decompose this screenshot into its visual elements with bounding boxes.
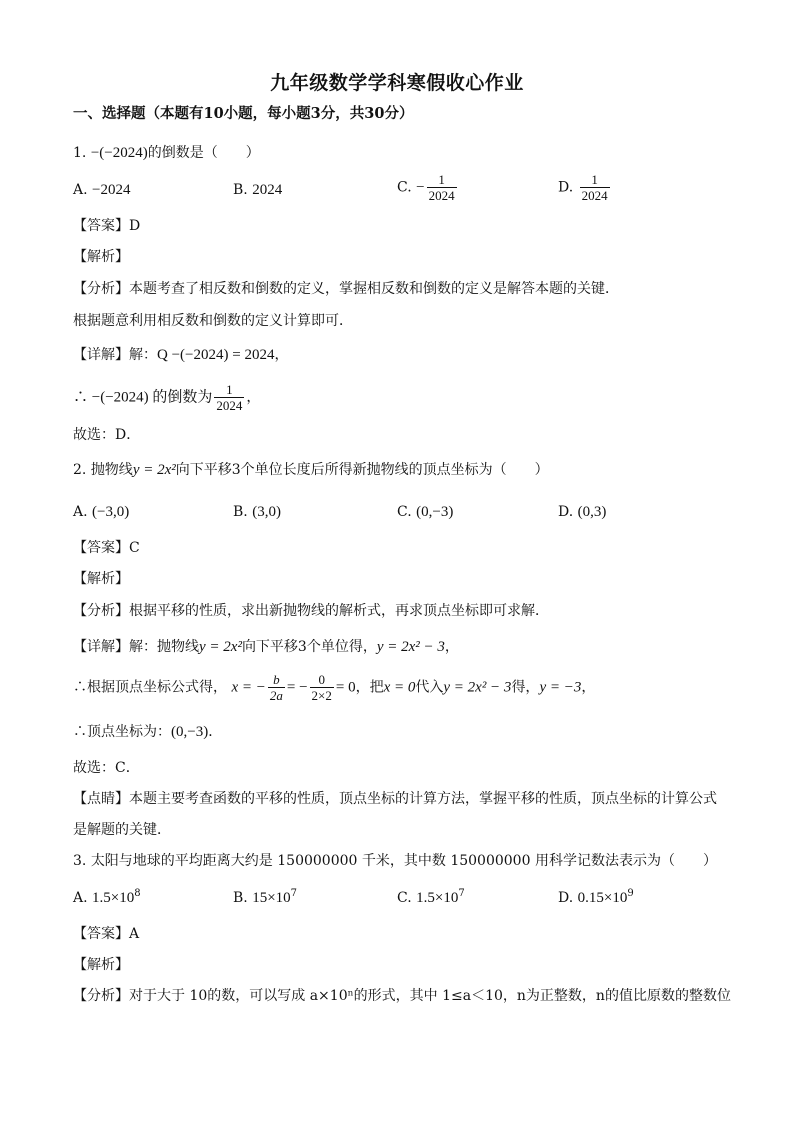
detail-label: 【详解】解：抛物线 xyxy=(73,639,199,655)
option-label: D. xyxy=(558,179,574,196)
punctuation: ， xyxy=(274,347,289,363)
option-value: 1.5×10 xyxy=(416,890,459,906)
analysis-3: 【分析】对于大于 10的数，可以写成 a×10ⁿ的形式，其中 1≤a＜10，n为正整数，n的值比原数的整数位 xyxy=(73,988,731,1004)
question-number: 1. xyxy=(73,145,87,161)
question-2-stem xyxy=(73,460,549,480)
fraction xyxy=(310,672,334,703)
option-d xyxy=(558,172,612,203)
fraction xyxy=(214,382,244,413)
answer-2: 【答案】C xyxy=(73,540,140,556)
question-text: 的倒数是（ ） xyxy=(147,145,260,161)
answer-1: 【答案】D xyxy=(73,218,141,234)
option-c xyxy=(397,502,453,522)
option-d xyxy=(558,888,634,908)
formula-text: 代入 xyxy=(415,679,444,696)
exponent: 9 xyxy=(627,888,634,899)
analysis-heading-1: 【解析】 xyxy=(73,249,129,265)
detail-2 xyxy=(73,637,459,657)
exponent: 8 xyxy=(134,888,141,899)
exponent: 7 xyxy=(290,888,298,899)
option-value: (0,3) xyxy=(577,504,607,520)
option-fraction xyxy=(580,172,610,203)
detail-1 xyxy=(73,345,288,365)
option-a xyxy=(73,502,129,522)
option-label: A. xyxy=(73,504,88,520)
option-label: D. xyxy=(558,504,574,520)
question-1-stem xyxy=(73,143,260,163)
math-expression: x = 0 xyxy=(383,679,416,696)
option-label: B. xyxy=(233,182,248,198)
fraction-denominator: 2×2 xyxy=(311,688,332,703)
punctuation: ， xyxy=(246,389,261,406)
comment-2: 【点睛】本题主要考查函数的平移的性质，顶点坐标的计算方法，掌握平移的性质，顶点坐标的计算公式 xyxy=(73,791,717,807)
option-value: −2024 xyxy=(92,182,131,198)
fraction-numerator: 1 xyxy=(438,172,445,187)
therefore-text: ∴ −(−2024) 的倒数为 xyxy=(73,389,213,406)
analysis-2: 【分析】根据平移的性质，求出新抛物线的解析式，再求顶点坐标即可求解． xyxy=(73,603,549,619)
math-expression: = 0 xyxy=(335,679,356,696)
formula-text: 得， xyxy=(511,679,540,696)
option-a xyxy=(73,180,130,200)
answer-3: 【答案】A xyxy=(73,926,140,942)
fraction-denominator: 2024 xyxy=(428,188,455,203)
choose-2: 故选：C． xyxy=(73,760,140,776)
option-value: 1.5×10 xyxy=(92,890,135,906)
exponent: 7 xyxy=(458,888,465,899)
option-value: 2024 xyxy=(252,182,283,198)
fraction-denominator: 2024 xyxy=(216,398,243,413)
choose-1: 故选：D． xyxy=(73,427,141,443)
option-sign: − xyxy=(416,179,425,196)
analysis-heading-3: 【解析】 xyxy=(73,957,129,973)
question-text: 向下平移3个单位长度后所得新抛物线的顶点坐标为（ ） xyxy=(175,462,549,478)
option-value: 15×10 xyxy=(252,890,291,906)
option-d xyxy=(558,502,606,522)
option-c xyxy=(397,172,459,203)
math-expression: Q −(−2024) = 2024 xyxy=(157,347,275,363)
question-number: 2. xyxy=(73,462,87,478)
fraction xyxy=(268,672,285,703)
analysis-1: 【分析】本题考查了相反数和倒数的定义，掌握相反数和倒数的定义是解答本题的关键． xyxy=(73,281,619,297)
analysis-1-continued: 根据题意利用相反数和倒数的定义计算即可． xyxy=(73,313,353,329)
punctuation: ， xyxy=(581,679,596,696)
option-fraction xyxy=(427,172,457,203)
comment-2-continued: 是解题的关键． xyxy=(73,822,171,838)
option-value: (3,0) xyxy=(252,504,281,520)
detail-text: 向下平移3个单位得， xyxy=(241,639,377,655)
fraction-numerator: 0 xyxy=(318,672,325,687)
option-label: B. xyxy=(233,890,248,906)
punctuation: ． xyxy=(208,724,223,740)
question-number: 3. xyxy=(73,853,87,869)
vertex-2 xyxy=(73,722,222,742)
math-expression: −(−2024) xyxy=(90,145,148,161)
question-3-stem xyxy=(73,851,717,871)
option-b xyxy=(233,180,282,200)
document-title: 九年级数学学科寒假收心作业 xyxy=(270,72,524,94)
option-b xyxy=(233,502,281,522)
option-c xyxy=(397,888,465,908)
section-heading: 一、选择题（本题有10小题，每小题3分，共30分） xyxy=(73,105,414,122)
fraction-denominator: 2a xyxy=(269,688,283,703)
math-expression: y = 2x² − 3 xyxy=(443,679,512,696)
option-a xyxy=(73,888,141,908)
option-value: 0.15×10 xyxy=(577,890,628,906)
option-label: C. xyxy=(397,179,412,196)
fraction-numerator: b xyxy=(273,672,280,687)
math-expression: y = 2x² xyxy=(132,462,176,478)
option-label: D. xyxy=(558,890,574,906)
option-b xyxy=(233,888,297,908)
option-label: C. xyxy=(397,890,412,906)
math-expression: y = −3 xyxy=(539,679,582,696)
formula-2 xyxy=(73,672,595,703)
fraction-numerator: 1 xyxy=(226,382,233,397)
option-value: (−3,0) xyxy=(92,504,130,520)
question-text: 太阳与地球的平均距离大约是 150000000 千米，其中数 150000000 用科学记数法表示为（ ） xyxy=(90,853,717,869)
option-label: A. xyxy=(73,182,88,198)
fraction-numerator: 1 xyxy=(591,172,598,187)
formula-text: ，把 xyxy=(355,679,384,696)
therefore-1 xyxy=(73,382,260,413)
option-label: B. xyxy=(233,504,248,520)
vertex-text: ∴顶点坐标为： xyxy=(73,724,171,740)
math-expression: y = 2x² − 3 xyxy=(376,639,445,655)
question-text: 抛物线 xyxy=(90,462,133,478)
math-expression: y = 2x² xyxy=(199,639,242,655)
fraction-denominator: 2024 xyxy=(581,188,608,203)
option-label: A. xyxy=(73,890,88,906)
analysis-heading-2: 【解析】 xyxy=(73,571,129,587)
punctuation: ， xyxy=(444,639,459,655)
detail-label: 【详解】解： xyxy=(73,347,157,363)
option-value: (0,−3) xyxy=(416,504,454,520)
math-expression: x = − xyxy=(231,679,266,696)
option-label: C. xyxy=(397,504,412,520)
formula-text: ∴根据顶点坐标公式得， xyxy=(73,679,227,696)
math-expression: (0,−3) xyxy=(171,724,209,740)
math-expression: = − xyxy=(286,679,308,696)
